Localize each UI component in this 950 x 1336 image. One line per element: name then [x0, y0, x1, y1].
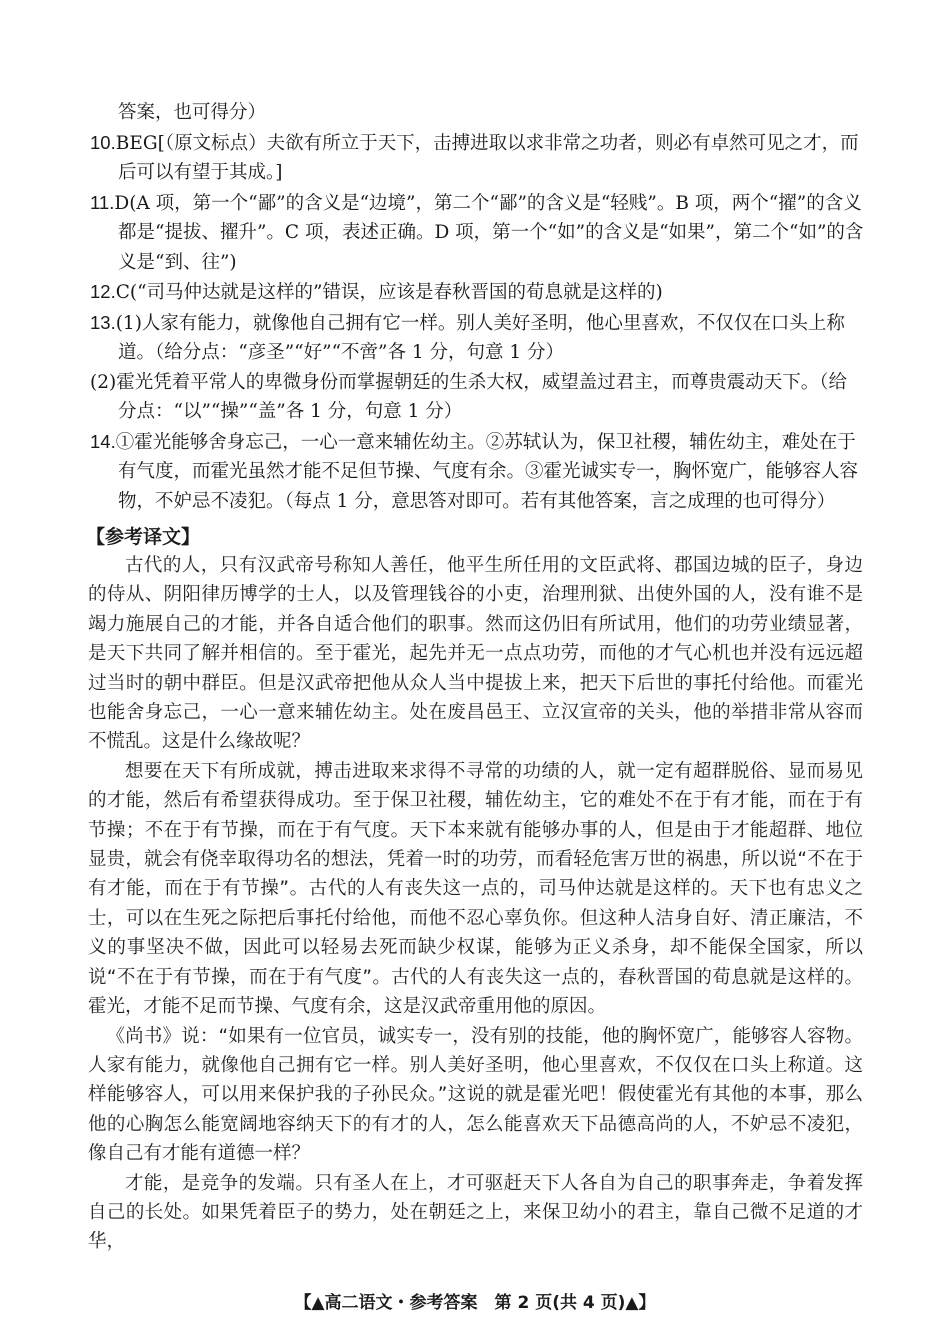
answer-13-part-2: (2)霍光凭着平常人的卑微身份而掌握朝廷的生杀大权，威望盖过君主，而尊贵震动天下。（给分点：“以”“操”“盖”各 1 分，句意 1 分）: [90, 371, 847, 422]
answer-10: 10.BEG[（原文标点）夫欲有所立于天下，击搏进取以求非常之功者，则必有卓然可见之才，而后可以有望于其成。]: [90, 131, 859, 183]
answer-12: 12.C(“司马仲达就是这样的”错误，应该是春秋晋国的荀息就是这样的): [90, 281, 663, 303]
answer-continuation: 答案，也可得分）: [118, 102, 267, 123]
translation-paragraph-1: 古代的人，只有汉武帝号称知人善任，他平生所任用的文臣武将、郡国边城的臣子，身边的侍从、阴阳律历博学的士人，以及管理钱谷的小吏，治理刑狱、出使外国的人，没有谁不是竭力施展自己的才能，并各自适合他们的职事。然而这仍旧有所试用，他们的功劳业绩显著，是天下共同了解并相信的。至于霍光，起先并无一点点功劳，而他的才气心机也并没有远远超过当时的朝中群臣。但是汉武帝把他从众人当中提拔上来，把天下后世的事托付给他。而霍光也能舍身忘己，一心一意来辅佐幼主。处在废昌邑王、立汉宣帝的关头，他的举措非常从容而不慌乱。这是什么缘故呢？: [88, 555, 863, 753]
translation-paragraph-4: 才能，是竞争的发端。只有圣人在上，才可驱赶天下人各自为自己的职事奔走，争着发挥自己的长处。如果凭着臣子的势力，处在朝廷之上，来保卫幼小的君主，靠自己微不足道的才华，: [88, 1172, 863, 1253]
translation-paragraph-2: 想要在天下有所成就，搏击进取来求得不寻常的功绩的人，就一定有超群脱俗、显而易见的才能，然后有希望获得成功。至于保卫社稷，辅佐幼主，它的难处不在于有才能，而在于有节操；不在于有节操，而在于有气度。天下本来就有能够办事的人，但是由于才能超群、地位显贵，就会有侥幸取得功名的想法，凭着一时的功劳，而看轻危害万世的祸患，所以说“不在于有才能，而在于有节操”。古代的人有丧失这一点的，司马仲达就是这样的。天下也有忠义之士，可以在生死之际把后事托付给他，而他不忍心辜负你。但这种人洁身自好、清正廉洁，不义的事坚决不做，因此可以轻易去死而缺少权谋，能够为正义杀身，却不能保全国家，所以说“不在于有节操，而在于有气度”。古代的人有丧失这一点的，春秋晋国的荀息就是这样的。霍光，才能不足而节操、气度有余，这是汉武帝重用他的原因。: [88, 760, 863, 1018]
answer-14: 14.①霍光能够舍身忘己，一心一意来辅佐幼主。②苏轼认为，保卫社稷，辅佐幼主，难处在于有气度，而霍光虽然才能不足但节操、气度有余。③霍光诚实专一，胸怀宽广，能够容人容物，不妒忌不凌犯。（每点 1 分，意思答对即可。若有其他答案，言之成理的也可得分）: [90, 430, 859, 512]
reference-translation: [88, 551, 863, 1257]
page-footer: 【▲高二语文・参考答案 第 2 页(共 4 页)▲】: [294, 1293, 656, 1313]
answer-11: 11.D(A 项，第一个“鄙”的含义是“边境”，第二个“鄙”的含义是“轻贱”。B 项，两个“擢”的含义都是“提拔、擢升”。C 项，表述正确。D 项，第一个“如”的含义是“如果”，第二个“如”的含义是“到、往”): [90, 191, 864, 273]
answer-section: [90, 98, 865, 516]
answer-13: 13.(1)人家有能力，就像他自己拥有它一样。别人美好圣明，他心里喜欢，不仅仅在口头上称道。（给分点：“彦圣”“好”“不啻”各 1 分，句意 1 分） (2)霍光凭着平常人的卑微身份而掌握朝廷的生杀大权，威望盖过君主，而尊贵震动天下。（给分点：“以”“操”“盖”各 1 分，句意 1 分）: [90, 308, 865, 427]
reference-translation-title: 【参考译文】: [86, 526, 201, 548]
translation-paragraph-3: 《尚书》说：“如果有一位官员，诚实专一，没有别的技能，他的胸怀宽广，能够容人容物。人家有能力，就像他自己拥有它一样。别人美好圣明，他心里喜欢，不仅仅在口头上称道。这样能够容人，可以用来保护我的子孙民众。”这说的就是霍光吧！假使霍光有其他的本事，那么他的心胸怎么能宽阔地容纳天下的有才的人，怎么能喜欢天下品德高尚的人，不妒忌不凌犯，像自己有才能有道德一样？: [88, 1025, 863, 1165]
